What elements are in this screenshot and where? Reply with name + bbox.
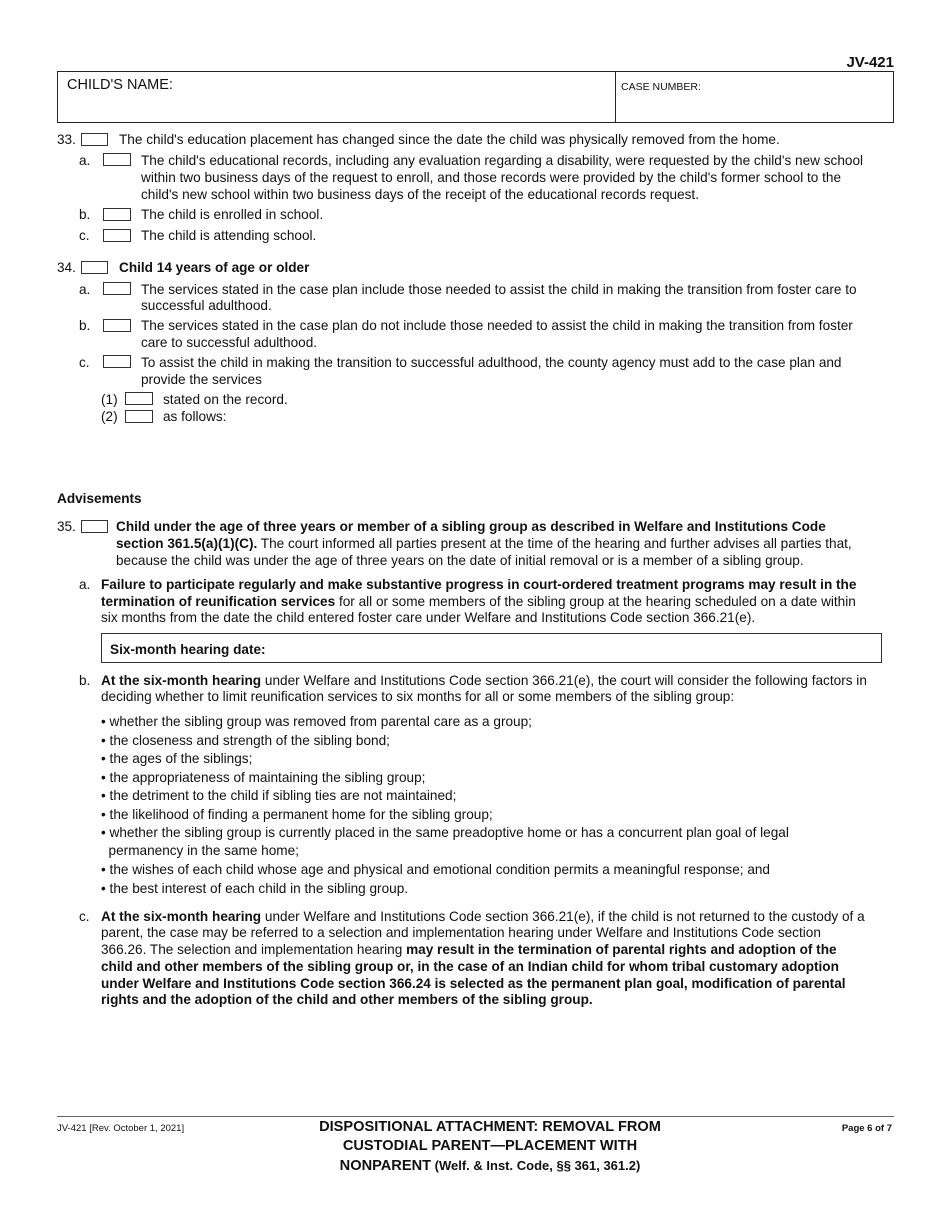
item-33-checkbox[interactable]: [81, 133, 108, 146]
item-35c-line2: parent, the case may be referred to a selection and implementation hearing under Welfare and Institutions Code section: [101, 925, 821, 940]
item-35a-line3: six months from the date the child entered foster care under Welfare and Institutions Code section 366.21(e).: [101, 610, 756, 625]
item-35-line2-rest: The court informed all parties present at the time of the hearing and further advises all parties that,: [257, 536, 852, 551]
footer-title-citation: (Welf. & Inst. Code, §§ 361, 361.2): [431, 1158, 641, 1173]
item-33c-text: The child is attending school.: [141, 228, 317, 243]
item-33b-label: b.: [79, 207, 91, 222]
item-35c-line6: rights and the adoption of the child and other members of the sibling group.: [101, 992, 593, 1007]
item-35c-line1: [101, 908, 865, 925]
item-34c1-checkbox[interactable]: [125, 392, 153, 405]
item-35a-line1: Failure to participate regularly and make substantive progress in court-ordered treatment programs may result in the: [101, 577, 857, 592]
item-34a-line1: The services stated in the case plan include those needed to assist the child in making the transition from foster care to: [141, 282, 857, 297]
item-35b-line1-bold: At the six-month hearing: [101, 673, 262, 688]
factor-item: • the ages of the siblings;: [101, 751, 253, 766]
factor-item: • the closeness and strength of the sibling bond;: [101, 733, 390, 748]
item-33b-text: The child is enrolled in school.: [141, 207, 324, 222]
footer-title-line3: [300, 1156, 680, 1176]
item-33-text: The child's education placement has changed since the date the child was physically removed from the home.: [119, 132, 780, 147]
item-34c2-label: (2): [101, 409, 118, 424]
factor-item: • the appropriateness of maintaining the sibling group;: [101, 770, 426, 785]
item-33b-checkbox[interactable]: [103, 208, 131, 221]
item-35a-line2-rest: for all or some members of the sibling group at the hearing scheduled on a date within: [335, 594, 856, 609]
footer-title-line3-text: NONPARENT: [339, 1158, 432, 1174]
item-35b-line1-rest: under Welfare and Institutions Code section 366.21(e), the court will consider the following factors in: [261, 673, 867, 688]
item-35a-line2: [101, 593, 856, 610]
case-number-field[interactable]: CASE NUMBER:: [621, 81, 701, 93]
case-caption-box: [57, 71, 894, 123]
item-35-line1: Child under the age of three years or member of a sibling group as described in Welfare and Institutions Code: [116, 519, 826, 534]
item-34-checkbox[interactable]: [81, 261, 108, 274]
item-35c-label: c.: [79, 909, 90, 924]
item-34b-line1: The services stated in the case plan do not include those needed to assist the child in making the transition from foster: [141, 318, 853, 333]
item-34b-line2: care to successful adulthood.: [141, 335, 318, 350]
item-34-number: 34.: [57, 260, 76, 275]
caption-divider: [615, 72, 616, 122]
item-34a-line2: successful adulthood.: [141, 298, 272, 313]
item-34a-label: a.: [79, 282, 91, 297]
item-34c2-text: as follows:: [163, 409, 227, 424]
item-34-title: Child 14 years of age or older: [119, 260, 310, 275]
item-35c-line4: child and other members of the sibling group or, in the case of an Indian child for whom tribal customary adoption: [101, 959, 839, 974]
page-number: Page 6 of 7: [841, 1123, 892, 1134]
item-35c-line3-bold: may result in the termination of parental rights and adoption of the: [406, 942, 837, 957]
item-34a-checkbox[interactable]: [103, 282, 131, 295]
six-month-hearing-date-field[interactable]: [101, 633, 882, 663]
factor-item: • the wishes of each child whose age and physical and emotional condition permits a meaningful response; and: [101, 862, 770, 877]
item-33a-line3: child's new school within two business days of the receipt of the educational records request.: [141, 187, 699, 202]
item-33c-checkbox[interactable]: [103, 229, 131, 242]
item-35-line2-bold: section 361.5(a)(1)(C).: [116, 536, 258, 551]
item-35c-line1-rest: under Welfare and Institutions Code section 366.21(e), if the child is not returned to the custody of a: [261, 909, 865, 924]
item-33a-line2: within two business days of the request to enroll, and those records were provided by the child's former school to the: [141, 170, 842, 185]
child-name-field[interactable]: CHILD'S NAME:: [67, 77, 173, 93]
form-id: JV-421: [846, 54, 894, 71]
advisements-heading: Advisements: [57, 491, 142, 506]
item-35b-label: b.: [79, 673, 91, 688]
item-33a-checkbox[interactable]: [103, 153, 131, 166]
item-34b-label: b.: [79, 318, 91, 333]
item-34c1-text: stated on the record.: [163, 392, 288, 407]
item-35-line2: [116, 535, 852, 552]
item-33a-line1: The child's educational records, including any evaluation regarding a disability, were requested by the child's new school: [141, 153, 864, 168]
footer-rule: [57, 1116, 894, 1117]
footer-title-line2: CUSTODIAL PARENT—PLACEMENT WITH: [342, 1138, 638, 1154]
item-35a-line2-bold: termination of reunification services: [101, 594, 336, 609]
six-month-hearing-date-label: Six-month hearing date:: [110, 642, 266, 657]
item-34c-label: c.: [79, 355, 90, 370]
item-34c-line1: To assist the child in making the transition to successful adulthood, the county agency must add to the case plan and: [141, 355, 842, 370]
factor-item: • whether the sibling group is currently placed in the same preadoptive home or has a concurrent plan goal of legal: [101, 825, 789, 840]
item-34c-checkbox[interactable]: [103, 355, 131, 368]
item-35b-line2: deciding whether to limit reunification services to six months for all or some members of the sibling group:: [101, 689, 735, 704]
item-34c-line2: provide the services: [141, 372, 262, 387]
factor-item: • the detriment to the child if sibling ties are not maintained;: [101, 788, 457, 803]
footer-revision: JV-421 [Rev. October 1, 2021]: [57, 1123, 185, 1134]
factor-item: • the likelihood of finding a permanent home for the sibling group;: [101, 807, 493, 822]
item-35-number: 35.: [57, 519, 76, 534]
item-34c2-checkbox[interactable]: [125, 410, 153, 423]
item-34c1-label: (1): [101, 392, 118, 407]
item-35c-line3: [101, 941, 837, 958]
item-35-line3: because the child was under the age of three years on the date of initial removal or is a member of a sibling group.: [116, 553, 804, 568]
item-35b-line1: [101, 672, 867, 689]
factor-item: • whether the sibling group was removed from parental care as a group;: [101, 714, 532, 729]
factor-item-continued: permanency in the same home;: [101, 843, 299, 858]
item-34b-checkbox[interactable]: [103, 319, 131, 332]
item-33-number: 33.: [57, 132, 76, 147]
item-35c-line1-bold: At the six-month hearing: [101, 909, 262, 924]
item-33c-label: c.: [79, 228, 90, 243]
item-35c-line3-plain: 366.26. The selection and implementation hearing: [101, 942, 407, 957]
footer-form-title: [300, 1118, 680, 1176]
factor-item: • the best interest of each child in the sibling group.: [101, 881, 409, 896]
item-35-checkbox[interactable]: [81, 520, 108, 533]
footer-title-line1: DISPOSITIONAL ATTACHMENT: REMOVAL FROM: [319, 1119, 661, 1135]
item-35c-line5: under Welfare and Institutions Code section 366.24 is selected as the permanent plan goal, modification of parental: [101, 976, 846, 991]
item-33a-label: a.: [79, 153, 91, 168]
item-35a-label: a.: [79, 577, 91, 592]
